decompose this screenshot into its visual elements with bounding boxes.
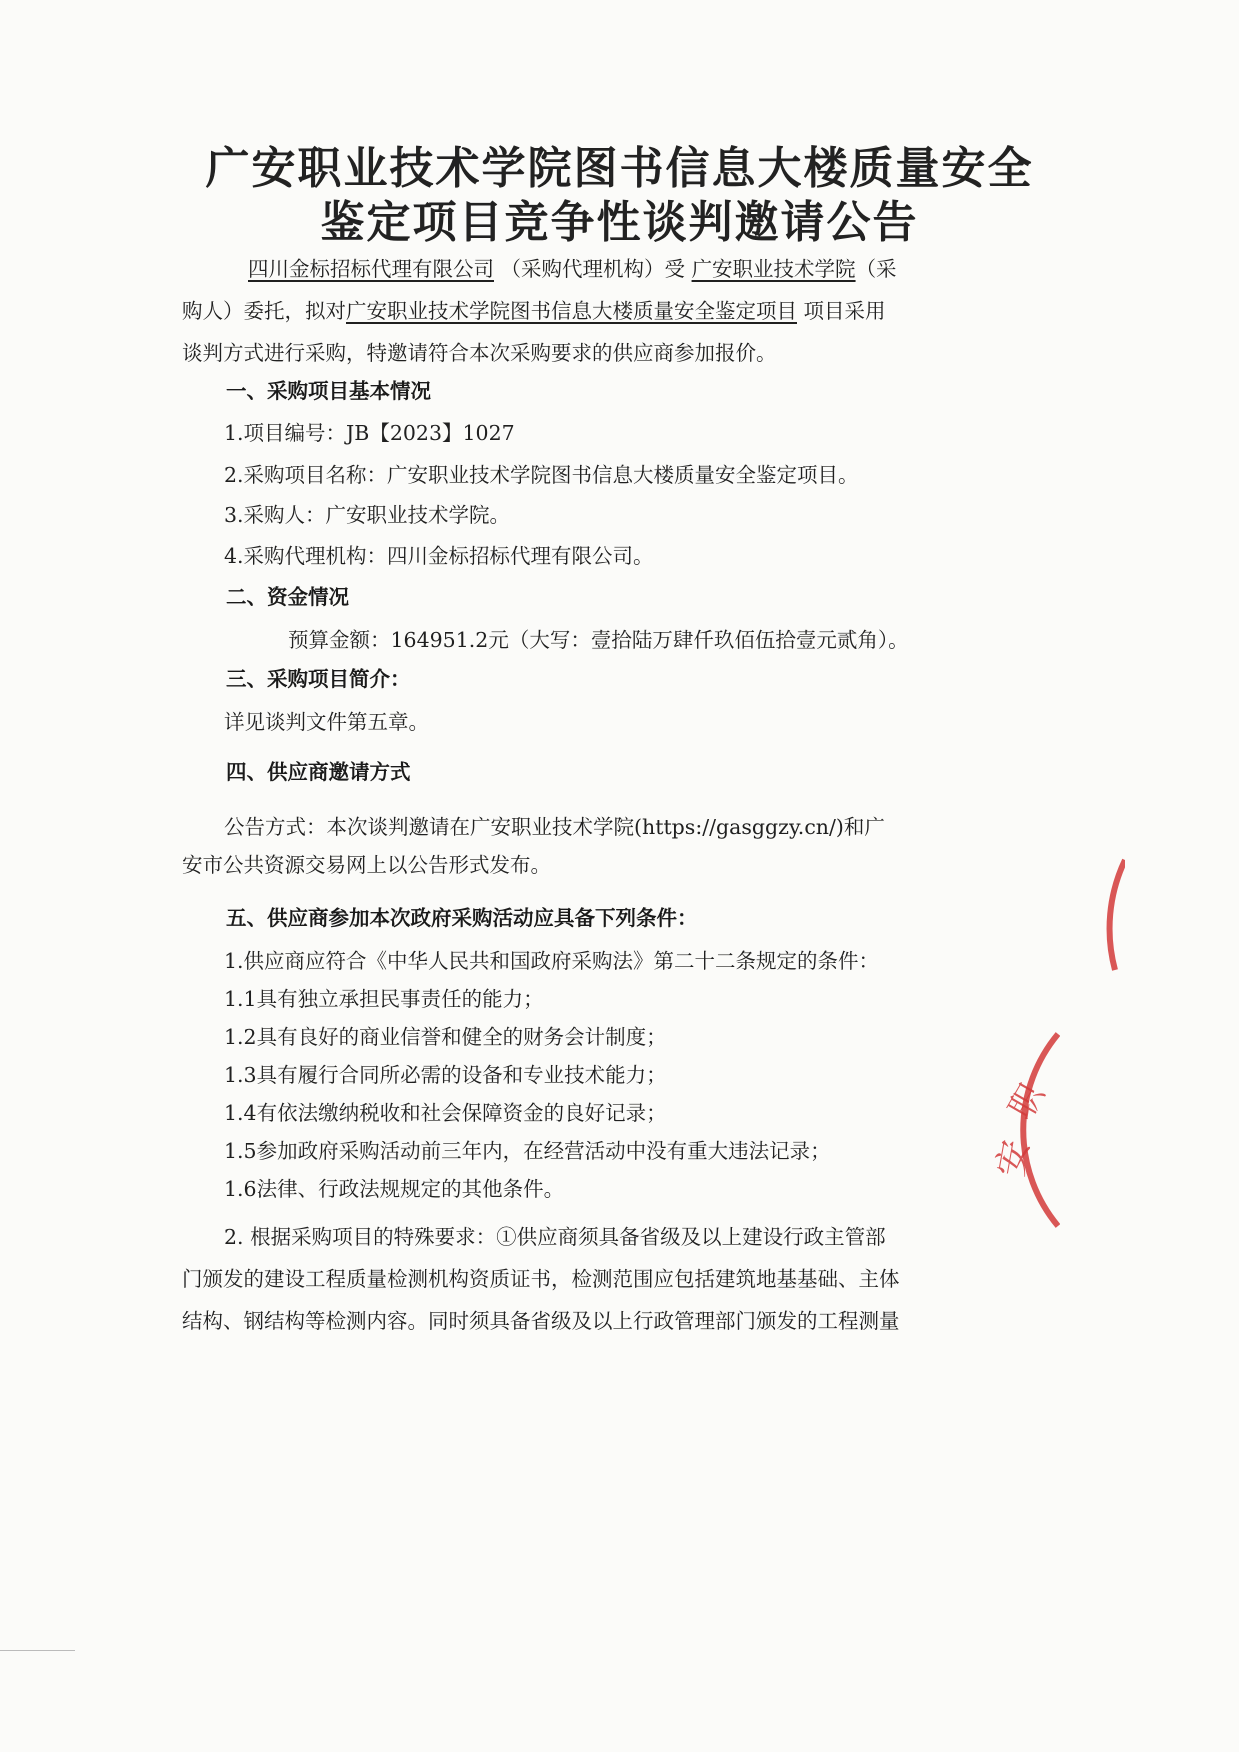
s1-item-1: 1.项目编号：JB【2023】1027: [224, 421, 515, 445]
purchaser-name: 广安职业技术学院: [691, 257, 856, 281]
section4-heading: 四、供应商邀请方式: [226, 760, 411, 784]
s4-line1: 公告方式：本次谈判邀请在广安职业技术学院(https://gasggzy.cn/)和广: [224, 815, 885, 839]
intro-line2-start: 购人）委托，拟对: [182, 299, 346, 323]
doc-title-line1: 广安职业技术学院图书信息大楼质量安全: [205, 143, 1034, 194]
seal-char-zhi: 职: [1001, 1077, 1053, 1127]
s1-item-3: 3.采购人：广安职业技术学院。: [224, 503, 511, 527]
s5-p2-line2: 门颁发的建设工程质量检测机构资质证书，检测范围应包括建筑地基基础、主体: [182, 1267, 900, 1291]
agency-role: （采购代理机构）受: [500, 257, 686, 281]
s1-item-4: 4.采购代理机构：四川金标招标代理有限公司。: [224, 544, 654, 568]
seal-char-an: 安: [990, 1136, 1038, 1180]
budget-amount: 预算金额：164951.2元（大写：壹拾陆万肆仟玖佰伍拾壹元贰角）。: [288, 628, 909, 652]
s5-item-1-2: 1.2具有良好的商业信誉和健全的财务会计制度；: [224, 1025, 667, 1049]
agency-name: 四川金标招标代理有限公司: [248, 257, 494, 281]
section2-heading: 二、资金情况: [226, 585, 349, 609]
s5-item-1: 1.供应商应符合《中华人民共和国政府采购法》第二十二条规定的条件：: [224, 949, 880, 973]
scan-edge-mark: [0, 1650, 75, 1651]
purchaser-role: （采: [855, 257, 897, 281]
s3-text: 详见谈判文件第五章。: [224, 710, 429, 734]
s5-item-1-6: 1.6法律、行政法规规定的其他条件。: [224, 1177, 565, 1201]
s1-item-2: 2.采购项目名称：广安职业技术学院图书信息大楼质量安全鉴定项目。: [224, 463, 859, 487]
section3-heading: 三、采购项目简介：: [226, 667, 411, 691]
section1-heading: 一、采购项目基本情况: [226, 379, 431, 403]
s5-p2-line1: 2. 根据采购项目的特殊要求：①供应商须具备省级及以上建设行政主管部: [224, 1225, 886, 1249]
seal-fragment-bottom: [990, 1030, 1060, 1230]
seal-fragment-top: [1085, 850, 1125, 980]
intro-line2: [182, 294, 886, 324]
s5-p2-line3: 结构、钢结构等检测内容。同时须具备省级及以上行政管理部门颁发的工程测量: [182, 1309, 900, 1333]
intro-line1: [248, 252, 897, 282]
intro-line3: 谈判方式进行采购，特邀请符合本次采购要求的供应商参加报价。: [182, 341, 777, 365]
intro-line2-end: 项目采用: [803, 299, 886, 323]
doc-title-line2: 鉴定项目竞争性谈判邀请公告: [320, 197, 919, 248]
project-name: 广安职业技术学院图书信息大楼质量安全鉴定项目: [346, 299, 797, 323]
s5-item-1-5: 1.5参加政府采购活动前三年内，在经营活动中没有重大违法记录；: [224, 1139, 831, 1163]
s4-line2: 安市公共资源交易网上以公告形式发布。: [182, 853, 551, 877]
s5-item-1-3: 1.3具有履行合同所必需的设备和专业技术能力；: [224, 1063, 667, 1087]
s5-item-1-1: 1.1具有独立承担民事责任的能力；: [224, 987, 544, 1011]
section5-heading: 五、供应商参加本次政府采购活动应具备下列条件：: [226, 906, 698, 930]
s5-item-1-4: 1.4有依法缴纳税收和社会保障资金的良好记录；: [224, 1101, 667, 1125]
